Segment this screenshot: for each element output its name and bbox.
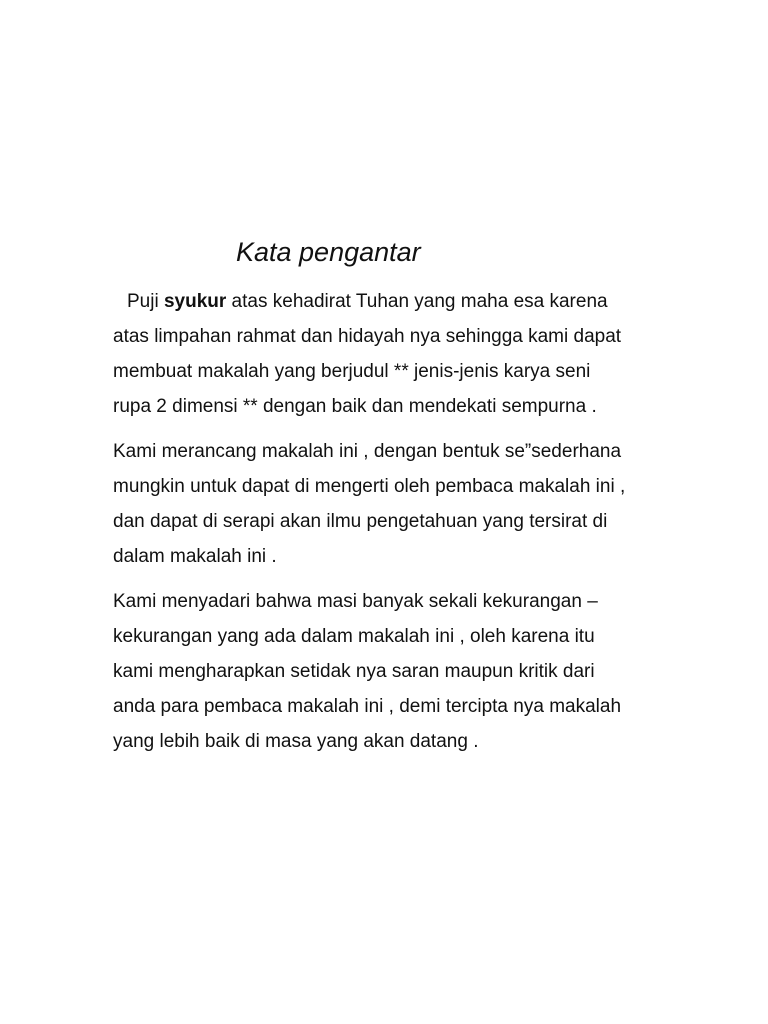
line-text: atas kehadirat Tuhan yang maha esa karena bbox=[226, 291, 608, 312]
paragraph-opening bbox=[113, 284, 693, 424]
paragraph-line: Kami menyadari bahwa masi banyak sekali kekurangan – bbox=[113, 591, 598, 612]
document-body bbox=[113, 284, 693, 769]
paragraph-line: kami mengharapkan setidak nya saran maupun kritik dari bbox=[113, 661, 595, 682]
paragraph-closing bbox=[113, 584, 693, 759]
paragraph-line: Kami merancang makalah ini , dengan bentuk se”sederhana bbox=[113, 441, 622, 462]
paragraph-line: rupa 2 dimensi ** dengan baik dan mendekati sempurna . bbox=[113, 396, 597, 417]
line-text: Puji bbox=[127, 291, 164, 312]
bold-word: syukur bbox=[163, 291, 227, 312]
paragraph-line: dan dapat di serapi akan ilmu pengetahuan yang tersirat di bbox=[113, 511, 608, 532]
paragraph-line: kekurangan yang ada dalam makalah ini , oleh karena itu bbox=[113, 626, 595, 647]
paragraph-line: mungkin untuk dapat di mengerti oleh pembaca makalah ini , bbox=[113, 476, 626, 497]
paragraph-line: yang lebih baik di masa yang akan datang . bbox=[113, 731, 479, 752]
paragraph-line: atas limpahan rahmat dan hidayah nya sehingga kami dapat bbox=[113, 326, 622, 347]
paragraph-line: dalam makalah ini . bbox=[113, 546, 277, 567]
paragraph-line: membuat makalah yang berjudul ** jenis-jenis karya seni bbox=[113, 361, 591, 382]
document-title: Kata pengantar bbox=[236, 237, 421, 267]
paragraph-design bbox=[113, 434, 693, 574]
paragraph-line bbox=[113, 284, 693, 319]
paragraph-line: anda para pembaca makalah ini , demi tercipta nya makalah bbox=[113, 696, 622, 717]
